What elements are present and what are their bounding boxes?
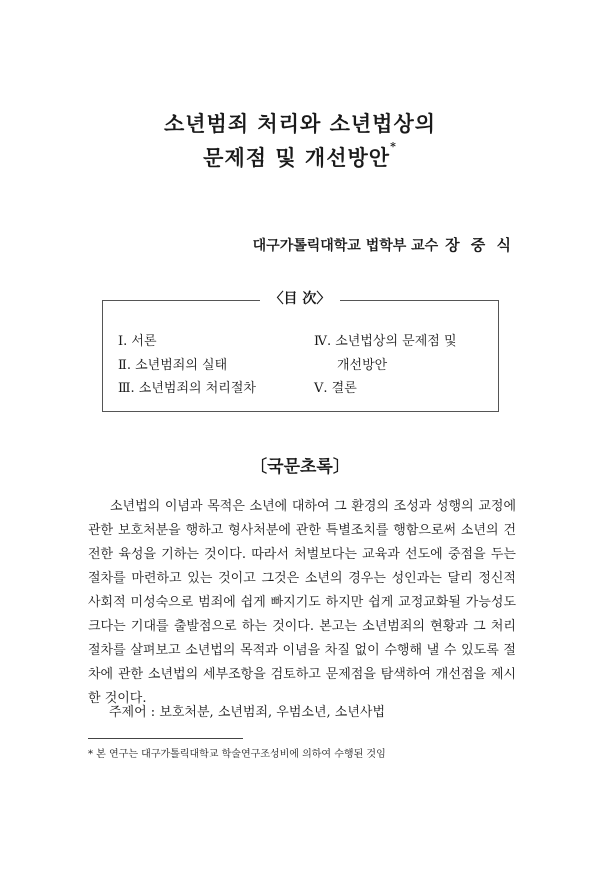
toc-item-1: Ⅰ. 서론 (118, 334, 157, 349)
toc-item-4: Ⅳ. 소년법상의 문제점 및 (314, 334, 457, 349)
author-line (253, 234, 514, 255)
author-name: 장 중 식 (445, 236, 514, 254)
abstract-body: 소년법의 이념과 목적은 소년에 대하여 그 환경의 조성과 성행의 교정에 관한 보호처분을 행하고 형사처분에 관한 특별조치를 행함으로써 소년의 건전한 육성을 기하는 것이다. 따라서 처벌보다는 교육과 선도에 중점을 두는 절차를 마련하고 있는 것이고 그것은 소년의 경우는 성인과는 달리 정신적 사회적 미성숙으로 범죄에 쉽게 빠지기도 하지만 쉽게 교정교화될 가능성도 크다는 기대를 출발점으로 하는 것이다. 본고는 소년범죄의 현황과 그 처리절차를 살펴보고 소년법의 목적과 이념을 차질 없이 수행해 낼 수 있도록 절차에 관한 소년법의 세부조항을 검토하고 문제점을 탐색하여 개선점을 제시한 것이다. (88, 499, 516, 706)
toc-item-2: Ⅱ. 소년범죄의 실태 (118, 358, 228, 373)
author-affiliation: 대구가톨릭대학교 법학부 교수 (252, 238, 439, 254)
toc-item-5: Ⅴ. 결론 (314, 381, 357, 396)
toc-item-3: Ⅲ. 소년범죄의 처리절차 (118, 381, 256, 396)
title-line-1-text: 소년범죄 처리와 소년법상의 (163, 111, 437, 136)
title-footnote-mark: * (390, 140, 397, 153)
title-line-2 (0, 142, 600, 172)
footnote-divider (88, 738, 243, 739)
abstract-heading (0, 452, 600, 477)
keywords-line: 주제어 : 보호처분, 소년범죄, 우범소년, 소년사법 (109, 705, 386, 720)
title-line-2-text: 문제점 및 개선방안 (203, 145, 391, 170)
toc-heading-text: 〈目 次〉 (260, 291, 341, 307)
toc-item-4-cont: 개선방안 (337, 358, 388, 373)
abstract-heading-text: 〔국문초록〕 (250, 457, 350, 477)
title-line-1 (0, 108, 600, 138)
toc-heading (0, 288, 600, 308)
footnote: * 본 연구는 대구가톨릭대학교 학술연구조성비에 의하여 수행된 것임 (88, 749, 386, 760)
